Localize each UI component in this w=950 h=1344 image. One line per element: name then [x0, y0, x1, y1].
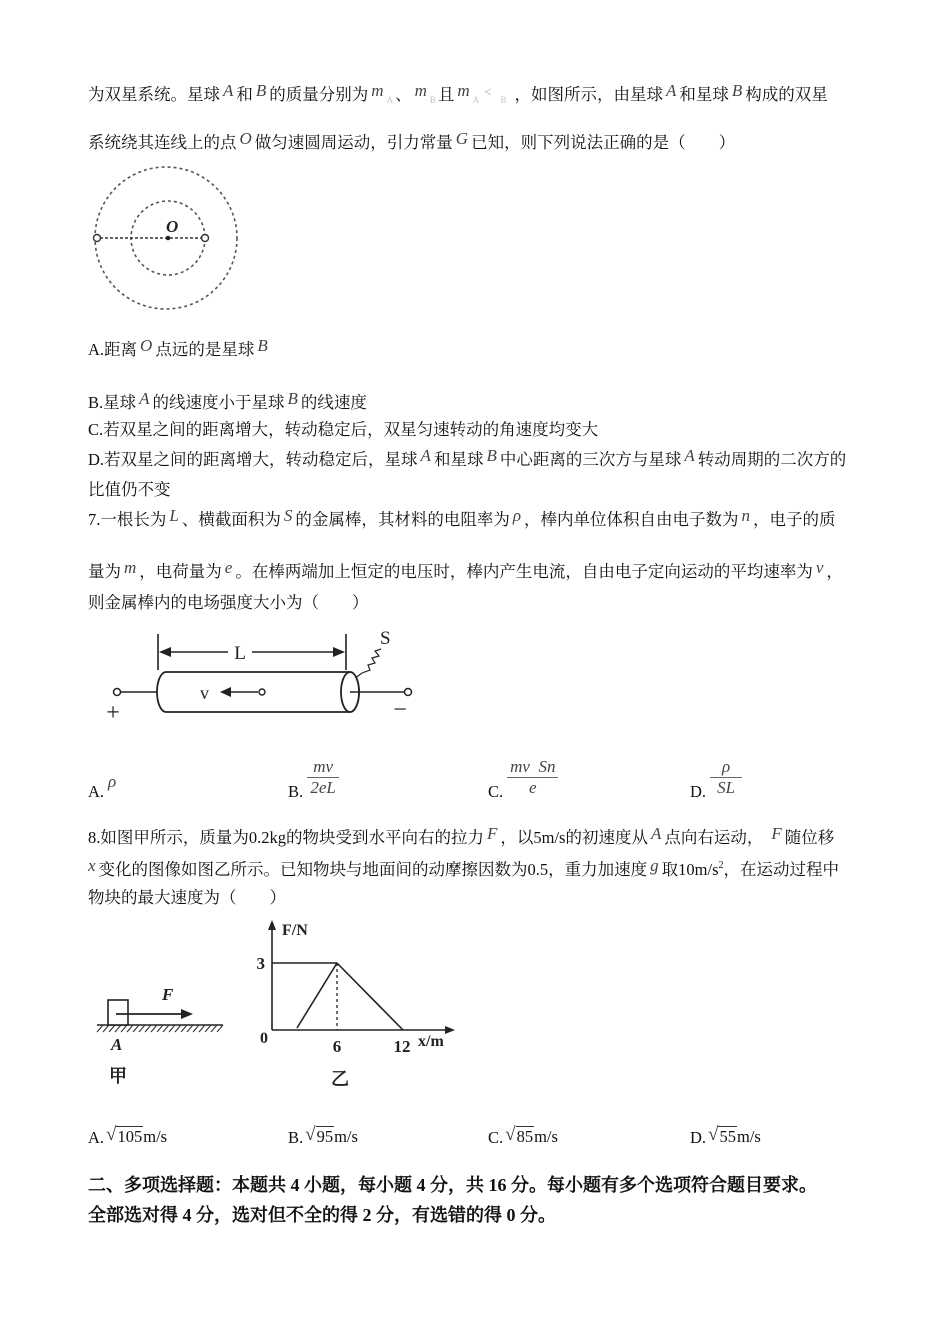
- star-left: [94, 235, 101, 242]
- fraction: [507, 757, 558, 798]
- fraction-numerator: mv Sn: [507, 757, 558, 778]
- radicand: 55: [719, 1127, 736, 1146]
- text-segment: 的质量分别为: [269, 85, 369, 104]
- text-segment: 物块的最大速度为（ ）: [88, 888, 286, 907]
- math-variable: m: [457, 81, 470, 100]
- math-variable: A: [650, 824, 662, 843]
- math-variable: F: [487, 824, 498, 843]
- figure-caption: 乙: [331, 1069, 349, 1089]
- fraction-numerator: ρ: [710, 757, 742, 778]
- radical-sign: √: [106, 1124, 117, 1145]
- unit: m/s: [736, 1127, 761, 1146]
- center-label: O: [166, 217, 179, 236]
- text-segment: C.若双星之间的距离增大，转动稳定后，双星匀速转动的角速度均变大: [88, 420, 599, 439]
- q7-option-b: [288, 752, 339, 802]
- q6-stem-line-2: [88, 129, 736, 154]
- arrowhead-left: [159, 647, 171, 657]
- text-segment: ，棒内单位体积自由电子数为: [524, 510, 739, 529]
- text-segment: 则金属棒内的电场强度大小为（ ）: [88, 593, 369, 612]
- fraction-denominator: SL: [717, 778, 736, 797]
- figure-caption: 甲: [109, 1066, 127, 1086]
- math-variable: F: [771, 824, 782, 843]
- q8-stem-line-1: [88, 824, 835, 849]
- q6-option-b: [88, 389, 367, 414]
- option-value: ρ: [108, 772, 117, 791]
- fraction-denominator: e: [529, 778, 537, 797]
- text-segment: 点向右运动，: [664, 828, 764, 847]
- text-segment: 构成的双星: [745, 85, 828, 104]
- x-axis-label: x/m: [418, 1033, 444, 1050]
- section-heading-line-1: 二、多项选择题：本题共 4 小题，每小题 4 分，共 16 分。每小题有多个选项符合题目要求。: [88, 1175, 817, 1195]
- text-segment: A.距离: [88, 340, 138, 359]
- x-tick-label: 6: [332, 1037, 342, 1056]
- minus-sign: −: [393, 697, 407, 723]
- radical-sign: √: [505, 1124, 516, 1145]
- math-variable: m: [124, 558, 137, 577]
- text-segment: 点远的是星球: [155, 340, 255, 359]
- area-label: S: [380, 628, 391, 649]
- center-point: [166, 236, 171, 241]
- text-segment: 变化的图像如图乙所示。已知物块与地面间的动摩擦因数为0.5，重力加速度: [98, 860, 648, 879]
- block: [108, 1000, 128, 1025]
- text-segment: 的线速度: [300, 393, 367, 412]
- text-segment: 转动周期的二次方的: [697, 450, 847, 469]
- q7-stem-line-1: [88, 506, 836, 531]
- math-variable: A: [223, 81, 234, 100]
- math-variable: O: [239, 129, 252, 148]
- math-variable: B: [287, 389, 298, 408]
- text-segment: 中心距离的三次方与星球: [499, 450, 682, 469]
- text-segment: 做匀速圆周运动，引力常量: [254, 133, 453, 152]
- q7-option-a: [88, 752, 116, 802]
- binary-star-diagram: [88, 158, 248, 320]
- text-segment: ，电荷量为: [139, 562, 222, 581]
- text-segment: 7.一根长为: [88, 510, 167, 529]
- q8-option-b: [288, 1120, 358, 1148]
- math-variable: m: [414, 81, 427, 100]
- q7-option-d: [690, 752, 742, 802]
- text-segment: ，电子的质: [753, 510, 836, 529]
- q7-stem-line-3: [88, 592, 369, 614]
- velocity-label: v: [200, 683, 209, 703]
- math-variable: A: [666, 81, 677, 100]
- arrowhead-right: [333, 647, 345, 657]
- text-segment: 和星球: [679, 85, 729, 104]
- text-segment: 量为: [88, 562, 121, 581]
- square-root: [708, 1124, 761, 1146]
- y-tick-label: 3: [256, 954, 265, 973]
- math-variable: ρ: [512, 506, 522, 525]
- q7-stem-line-2: [88, 558, 843, 583]
- x-tick-label: 12: [393, 1037, 411, 1056]
- text-segment: ，在运动过程中: [723, 860, 840, 879]
- option-label: A.: [88, 1128, 105, 1147]
- q8-stem-line-3: [88, 887, 286, 909]
- text-segment: 系统绕其连线上的点: [88, 133, 237, 152]
- ground-hatching: [97, 1025, 223, 1032]
- radicand: 105: [117, 1127, 143, 1146]
- block-on-ground-diagram: [95, 978, 230, 1090]
- math-operator: <: [484, 84, 492, 99]
- text-segment: ，如图所示，由星球: [514, 85, 663, 104]
- math-variable: e: [224, 558, 233, 577]
- q6-stem-line-1: [88, 81, 828, 108]
- text-segment: ，以5m/s的初速度从: [500, 828, 648, 847]
- q8-option-d: [690, 1120, 761, 1148]
- math-subscript: A: [386, 95, 394, 105]
- math-variable: B: [257, 336, 268, 355]
- text-segment: 随位移: [784, 828, 835, 847]
- force-label: F: [162, 985, 174, 1004]
- text-segment: 为双星系统。星球: [88, 85, 220, 104]
- math-variable: G: [455, 129, 469, 148]
- q6-option-d-continued: [88, 479, 171, 501]
- y-axis-label: F/N: [282, 922, 308, 939]
- math-variable: S: [283, 506, 293, 525]
- math-variable: A: [139, 389, 150, 408]
- text-segment: 和星球: [433, 450, 484, 469]
- text-segment: D.若双星之间的距离增大，转动稳定后，星球: [88, 450, 418, 469]
- text-segment: 的线速度小于星球: [152, 393, 285, 412]
- text-segment: 已知，则下列说法正确的是（ ）: [471, 133, 736, 152]
- option-label: C.: [488, 1128, 504, 1147]
- text-segment: 比值仍不变: [88, 480, 171, 499]
- graph-falling-line: [337, 963, 403, 1030]
- q6-option-c: [88, 419, 598, 441]
- math-variable: O: [140, 336, 153, 355]
- terminal-left: [114, 689, 121, 696]
- option-label: C.: [488, 782, 504, 801]
- force-displacement-graph: [250, 913, 462, 1091]
- square-root: [305, 1124, 358, 1146]
- square-root: [505, 1124, 558, 1146]
- q7-option-c: [488, 752, 558, 802]
- superscript: 2: [718, 860, 724, 871]
- math-variable: L: [169, 506, 179, 525]
- math-subscript: B: [429, 95, 436, 105]
- math-variable: g: [650, 856, 659, 875]
- q8-option-c: [488, 1120, 558, 1148]
- math-variable: m: [371, 81, 384, 100]
- star-right: [202, 235, 209, 242]
- text-segment: 取10m/s: [661, 860, 719, 879]
- radical-sign: √: [708, 1124, 719, 1145]
- point-label: A: [111, 1035, 123, 1054]
- q6-option-d: [88, 446, 847, 471]
- fraction: [710, 757, 742, 798]
- unit: m/s: [143, 1127, 168, 1146]
- fraction-numerator: mv: [307, 757, 339, 778]
- radicand: 95: [316, 1127, 334, 1146]
- x-axis-arrowhead: [445, 1026, 455, 1034]
- math-variable: A: [684, 446, 695, 465]
- q8-option-a: [88, 1120, 167, 1148]
- radical-sign: √: [305, 1124, 316, 1145]
- section-heading-line-2: 全部选对得 4 分，选对但不全的得 2 分，有选错的得 0 分。: [88, 1205, 556, 1225]
- text-segment: 、横截面积为: [181, 510, 281, 529]
- electron-dot: [259, 689, 265, 695]
- text-segment: B.星球: [88, 393, 137, 412]
- unit: m/s: [334, 1127, 358, 1146]
- metal-rod-diagram: [100, 622, 420, 727]
- math-variable: x: [88, 856, 96, 875]
- math-variable: B: [255, 81, 267, 100]
- force-arrowhead: [181, 1009, 193, 1019]
- unit: m/s: [534, 1127, 558, 1146]
- text-segment: 、: [395, 85, 412, 104]
- text-segment: 。在棒两端加上恒定的电压时，棒内产生电流，自由电子定向运动的平均速率为: [235, 562, 813, 581]
- y-axis-arrowhead: [268, 920, 276, 930]
- fraction: [307, 757, 339, 798]
- math-variable: B: [731, 81, 743, 100]
- fraction-denominator: 2eL: [310, 778, 336, 797]
- text-segment: 的金属棒，其材料的电阻率为: [295, 510, 510, 529]
- option-label: A.: [88, 782, 105, 801]
- q8-stem-line-2: [88, 856, 840, 884]
- text-segment: 和: [236, 85, 253, 104]
- math-subscript: A: [472, 95, 480, 105]
- radicand: 85: [516, 1127, 534, 1146]
- math-variable: v: [815, 558, 824, 577]
- plus-sign: +: [106, 700, 120, 726]
- q6-option-a: [88, 336, 271, 361]
- length-label: L: [234, 643, 246, 664]
- square-root: [106, 1124, 167, 1146]
- math-variable: A: [420, 446, 431, 465]
- area-pointer: [354, 649, 381, 679]
- terminal-right: [405, 689, 412, 696]
- graph-rising-line: [297, 963, 337, 1028]
- option-label: D.: [690, 782, 707, 801]
- text-segment: 且: [437, 85, 455, 104]
- option-label: D.: [690, 1128, 707, 1147]
- text-segment: ，: [826, 562, 843, 581]
- math-variable: B: [486, 446, 497, 465]
- text-segment: 8.如图甲所示，质量为0.2kg的物块受到水平向右的拉力: [88, 828, 484, 847]
- origin-label: 0: [260, 1030, 268, 1047]
- option-label: B.: [288, 782, 304, 801]
- math-variable: n: [741, 506, 751, 525]
- math-subscript: B: [500, 95, 507, 105]
- option-label: B.: [288, 1128, 304, 1147]
